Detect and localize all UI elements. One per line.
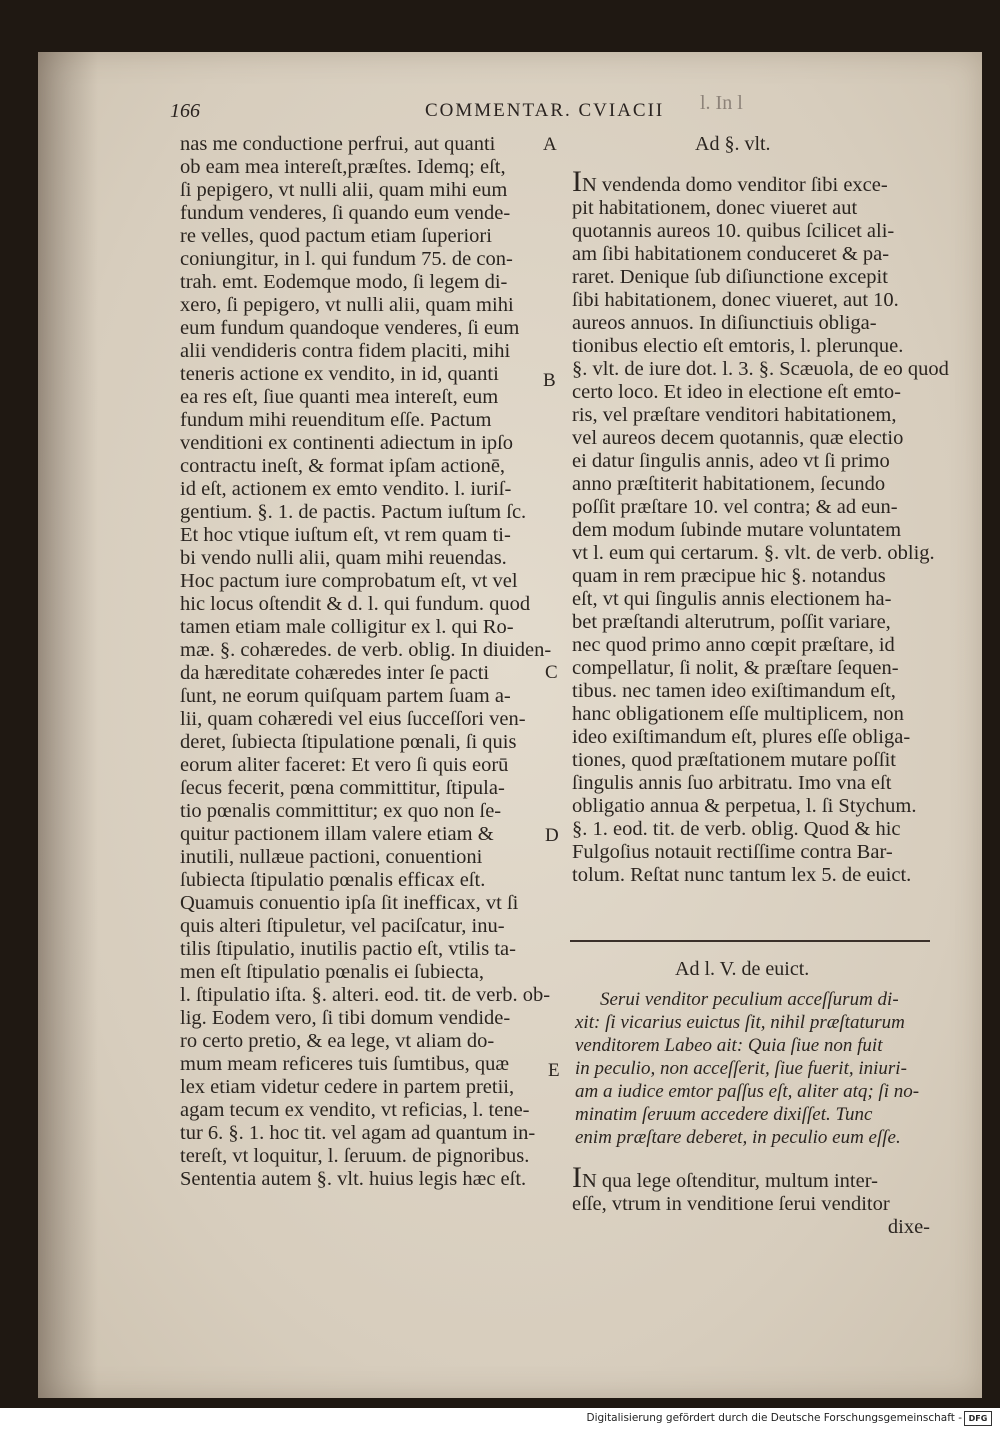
text-line: ob eam mea intereſt,præſtes. Idemq; eſt, — [180, 156, 506, 178]
text-line: fundum mihi reuenditum eſſe. Pactum — [180, 409, 492, 431]
text-line: eorum aliter faceret: Et vero ſi quis eorū — [180, 754, 509, 776]
spine-shadow — [38, 52, 98, 1398]
text-line: ſunt, ne eorum quiſquam partem ſuam a- — [180, 685, 511, 707]
text-line: agam tecum ex vendito, vt reficias, l. tene- — [180, 1099, 530, 1121]
drop-cap: I — [572, 165, 582, 198]
text-line: tionibus electio eſt emtoris, l. plerunque. — [572, 335, 904, 357]
text-line: obligatio annua & perpetua, l. ſi Stychum. — [572, 795, 917, 817]
text-line: hic locus oſtendit & d. l. qui fundum. quod — [180, 593, 531, 615]
text-line: lii, quam cohæredi vel eius ſucceſſori ven- — [180, 708, 526, 730]
text-line: ſingulis annis ſuo arbitratu. Imo vna eſt — [572, 772, 892, 794]
section-heading-de-euict: Ad l. V. de euict. — [675, 958, 810, 980]
text-line: certo loco. Et ideo in electione eſt emto- — [572, 381, 902, 403]
text-line: tamen etiam male colligitur ex l. qui Ro- — [180, 616, 514, 638]
text-line: vel aureos decem quotannis, quæ electio — [572, 427, 904, 449]
text-line: alii vendideris contra fidem placiti, mihi — [180, 340, 511, 362]
margin-letter-b: B — [543, 370, 556, 391]
text-line: ei datur ſingulis annis, adeo vt ſi primo — [572, 450, 890, 472]
text-line: quam in rem præcipue hic §. notandus — [572, 565, 886, 587]
text-line: venditioni ex continenti adiectum in ipſo — [180, 432, 514, 454]
text-line: lex etiam videtur cedere in partem pretii, — [180, 1076, 515, 1098]
text-line: quitur pactionem illam valere etiam & — [180, 823, 494, 845]
running-head: COMMENTAR. CVIACII — [425, 100, 665, 121]
text-line: da hæreditate cohæredes inter ſe pacti — [180, 662, 490, 684]
text-line: id eſt, actionem ex emto vendito. l. iuriſ- — [180, 478, 512, 500]
text-line: eſt, vt qui ſingulis annis electionem ha- — [572, 588, 892, 610]
text-line: ideo exiſtimandum eſt, plures eſſe obliga- — [572, 726, 911, 748]
text-line: minatim ſeruum accedere dixiſſet. Tunc — [575, 1104, 873, 1125]
text-line: anno præſtiterit habitationem, ſecundo — [572, 473, 886, 495]
text-line: venditorem Labeo ait: Quia ſiue non fuit — [575, 1035, 883, 1056]
text-line: eum fundum quandoque venderes, ſi eum — [180, 317, 520, 339]
text-line: bi vendo nulli alii, quam mihi reuendas. — [180, 547, 507, 569]
text-line: lig. Eodem vero, ſi tibi domum vendide- — [180, 1007, 511, 1029]
text-line: Quamuis conuentio ipſa ſit inefficax, vt ſi — [180, 892, 519, 914]
margin-letter-c: C — [545, 662, 558, 683]
text-line: am ſibi habitationem conduceret & pa- — [572, 243, 890, 265]
text-line: dem modum ſubinde mutare voluntatem — [572, 519, 902, 541]
text-line: quis alteri ſtipuletur, vel paciſcatur, inu- — [180, 915, 505, 937]
section-divider — [570, 940, 930, 942]
text-line: inutili, nullæue pactioni, conuentioni — [180, 846, 483, 868]
text-line: tur 6. §. 1. hoc tit. vel agam ad quantum in- — [180, 1122, 536, 1144]
text-line: Fulgoſius notauit rectiſſime contra Bar- — [572, 841, 893, 863]
text-line — [572, 1161, 932, 1194]
text-line: tilis ſtipulatio, inutilis pactio eſt, vtilis ta- — [180, 938, 516, 960]
text-line: xit: ſi vicarius euictus ſit, nihil præſtaturum — [575, 1012, 905, 1033]
text-line: raret. Denique ſub diſiunctione excepit — [572, 266, 888, 288]
text-line — [572, 165, 932, 198]
text-line: ea res eſt, ſiue quanti mea intereſt, eum — [180, 386, 499, 408]
text-line: mum meam reficeres tuis ſumtibus, quæ — [180, 1053, 510, 1075]
text-line: ſibi habitationem, donec viueret, aut 10. — [572, 289, 899, 311]
text-line: coniungitur, in l. qui fundum 75. de con- — [180, 248, 513, 270]
text-line: gentium. §. 1. de pactis. Pactum iuſtum ſc. — [180, 501, 527, 523]
text-line: men eſt ſtipulatio pœnalis ei ſubiecta, — [180, 961, 485, 983]
text-line: ſi pepigero, vt nulli alii, quam mihi eum — [180, 179, 508, 201]
text-line: in peculio, non acceſſerit, ſiue fuerit, iniuri- — [575, 1058, 907, 1079]
text-line: Serui venditor peculium acceſſurum di- — [600, 989, 899, 1010]
text-line: contractu ineſt, & format ipſam actionē, — [180, 455, 506, 477]
text-line: aureos annuos. In diſiunctiuis obliga- — [572, 312, 877, 334]
catchword: dixe- — [887, 1216, 930, 1238]
text-line: pit habitationem, donec viueret aut — [572, 197, 858, 219]
text-line: fundum venderes, ſi quando eum vende- — [180, 202, 511, 224]
text-line: Sententia autem §. vlt. huius legis hæc eſt. — [180, 1168, 527, 1190]
text-line: ſubiecta ſtipulatio pœnalis efficax eſt. — [180, 869, 486, 891]
text-line: ro certo pretio, & ea lege, vt aliam do- — [180, 1030, 495, 1052]
text-line: am a iudice emtor paſſus eſt, aliter atq; ſi no- — [575, 1081, 920, 1102]
text-line: teneris actione ex vendito, in id, quanti — [180, 363, 499, 385]
text-line: tereſt, vt loquitur, l. ſeruum. de pignoribus. — [180, 1145, 530, 1167]
dfg-logo-icon: DFG — [964, 1411, 992, 1426]
text-line: §. 1. eod. tit. de verb. oblig. Quod & hic — [572, 818, 901, 840]
funding-notice: Digitalisierung gefördert durch die Deutsche Forschungsgemeinschaft - — [586, 1412, 962, 1424]
text-line: hanc obligationem eſſe multiplicem, non — [572, 703, 904, 725]
text-line: nec quod primo anno cœpit præſtare, id — [572, 634, 895, 656]
text-line: nas me conductione perfrui, aut quanti — [180, 133, 496, 155]
lex-quote — [575, 988, 935, 1149]
text-line-rest: N vendenda domo venditor ſibi exce- — [582, 174, 888, 196]
margin-letter-a: A — [543, 134, 557, 155]
margin-letter-d: D — [545, 825, 559, 846]
margin-letter-e: E — [548, 1060, 560, 1081]
text-line: Et hoc vtique iuſtum eſt, vt rem quam ti- — [180, 524, 511, 546]
page-number: 166 — [170, 100, 200, 122]
text-line: re velles, quod pactum etiam ſuperiori — [180, 225, 492, 247]
text-line: §. vlt. de iure dot. l. 3. §. Scæuola, de eo quod — [572, 358, 949, 380]
text-line: bet præſtandi alterutrum, poſſit variare, — [572, 611, 891, 633]
left-column — [180, 133, 552, 1191]
text-line: deret, ſubiecta ſtipulatione pœnali, ſi quis — [180, 731, 517, 753]
text-line: tolum. Reſtat nunc tantum lex 5. de euict. — [572, 864, 912, 886]
text-line: compellatur, ſi nolit, & præſtare ſequen- — [572, 657, 899, 679]
text-line: l. ſtipulatio iſta. §. alteri. eod. tit. de verb. ob- — [180, 984, 551, 1006]
text-line: quotannis aureos 10. quibus ſcilicet ali- — [572, 220, 895, 242]
text-line: vt l. eum qui certarum. §. vlt. de verb. oblig. — [572, 542, 935, 564]
bleed-through-text: l. In l — [700, 92, 743, 114]
drop-cap: I — [572, 1161, 582, 1194]
text-line: mæ. §. cohæredes. de verb. oblig. In diuiden- — [180, 639, 552, 661]
text-line: tiones, quod præſtationem mutare poſſit — [572, 749, 896, 771]
text-line: ris, vel præſtare venditori habitationem, — [572, 404, 897, 426]
section-heading-ad-vlt: Ad §. vlt. — [695, 133, 771, 155]
commentary-paragraph — [572, 1161, 932, 1239]
text-line: trah. emt. Eodemque modo, ſi legem di- — [180, 271, 508, 293]
text-line: xero, ſi pepigero, vt nulli alii, quam mihi — [180, 294, 514, 316]
text-line: tio pœnalis committitur; ex quo non ſe- — [180, 800, 502, 822]
text-line: Hoc pactum iure comprobatum eſt, vt vel — [180, 570, 518, 592]
text-line: poſſit præſtare 10. vel contra; & ad eun- — [572, 496, 898, 518]
right-column — [572, 165, 949, 887]
text-line-rest: N qua lege oſtenditur, multum inter- — [582, 1170, 878, 1192]
text-line: eſſe, vtrum in venditione ſerui venditor — [572, 1193, 890, 1215]
text-line: ſecus fecerit, pœna committitur, ſtipula- — [180, 777, 505, 799]
text-line: tibus. nec tamen ideo exiſtimandum eſt, — [572, 680, 896, 702]
text-line: enim præſtare deberet, in peculio eum eſſe. — [575, 1127, 901, 1148]
